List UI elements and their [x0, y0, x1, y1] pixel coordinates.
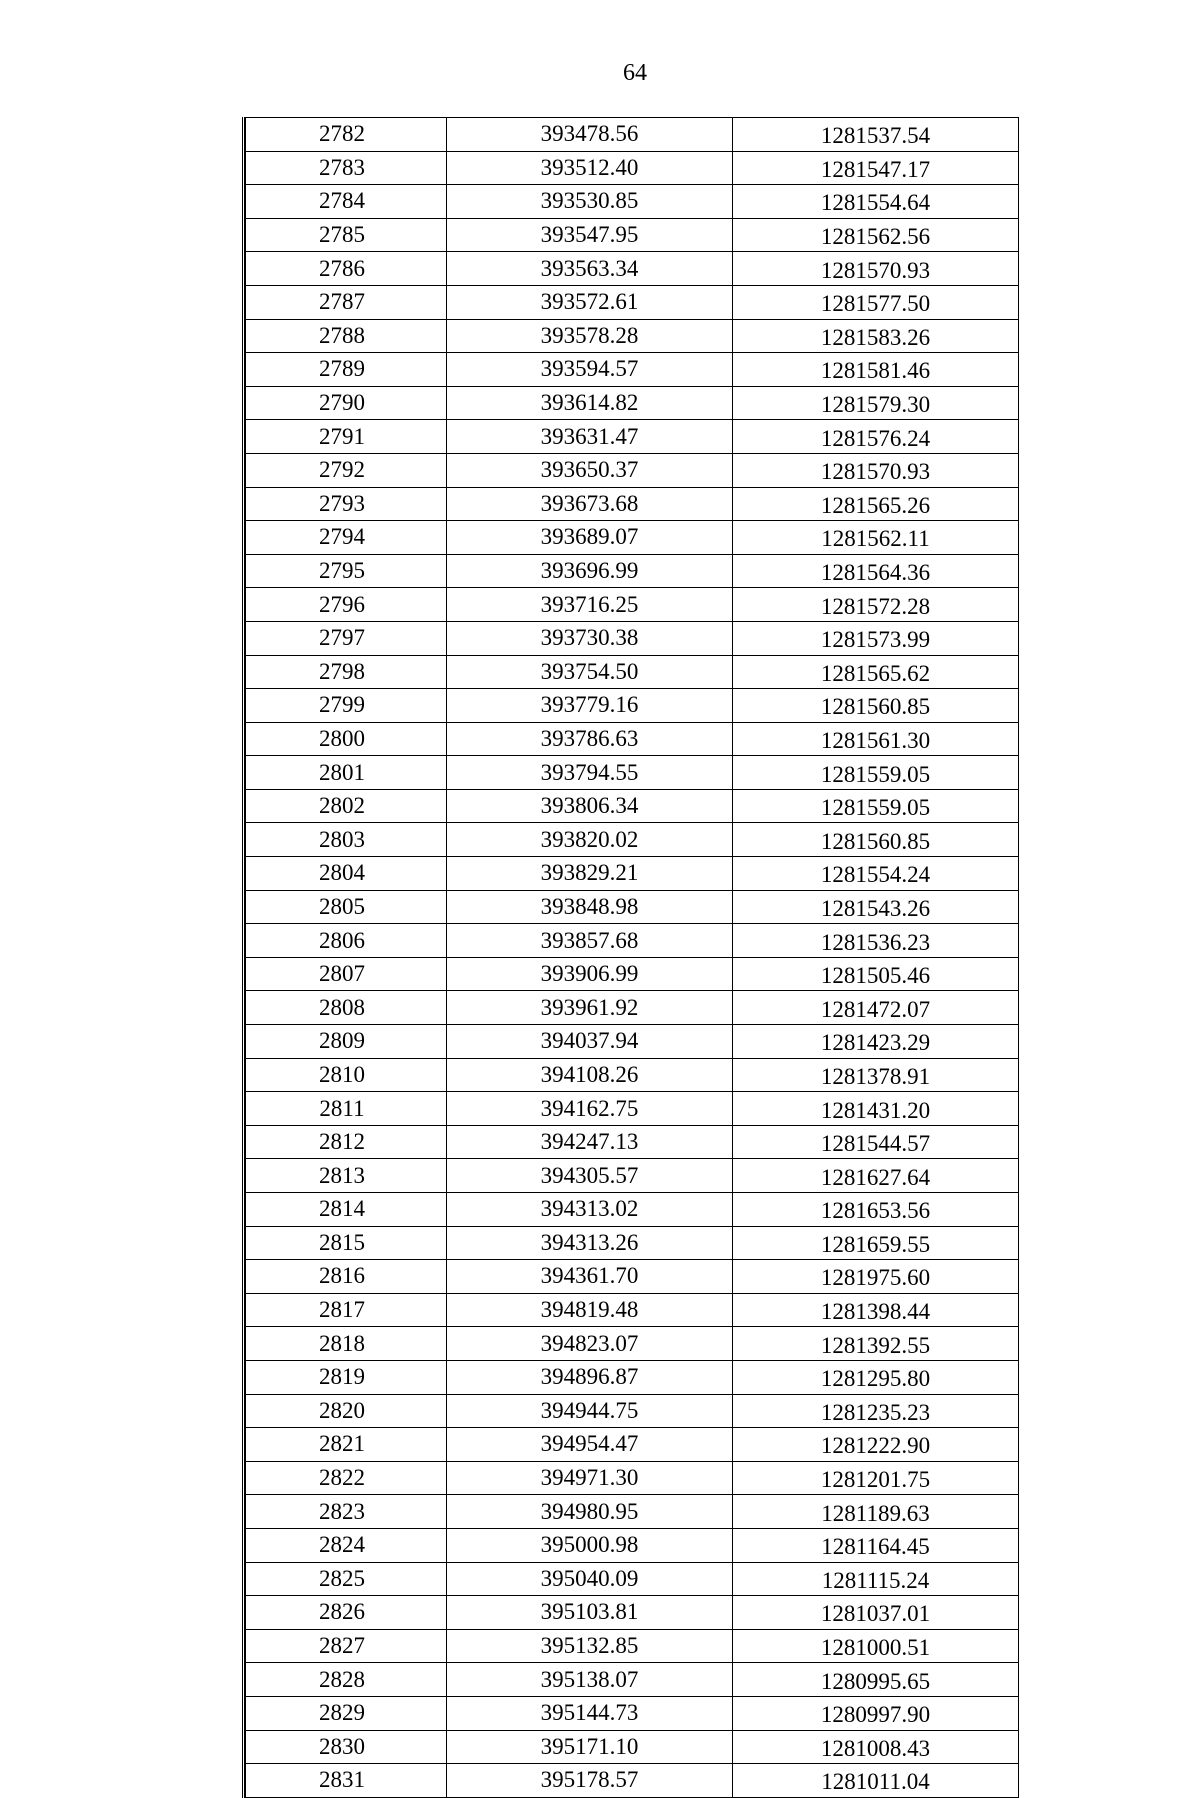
y-coordinate-cell: 1281565.62 [733, 655, 1019, 689]
point-number-cell: 2788 [246, 319, 447, 353]
point-number-cell: 2798 [246, 655, 447, 689]
x-coordinate-cell: 393547.95 [447, 218, 733, 252]
x-coordinate-cell: 393961.92 [447, 991, 733, 1025]
x-coordinate-cell: 393806.34 [447, 789, 733, 823]
point-number-cell: 2796 [246, 588, 447, 622]
point-number-cell: 2787 [246, 285, 447, 319]
table-row [246, 118, 1019, 152]
table-row [246, 1025, 1019, 1059]
point-number-cell: 2800 [246, 722, 447, 756]
table-row [246, 386, 1019, 420]
table-row [246, 487, 1019, 521]
point-number-cell: 2808 [246, 991, 447, 1025]
table-row [246, 1360, 1019, 1394]
point-number-cell: 2784 [246, 185, 447, 219]
y-coordinate-cell: 1281472.07 [733, 991, 1019, 1025]
y-coordinate-cell: 1281653.56 [733, 1193, 1019, 1227]
y-coordinate-cell: 1281537.54 [733, 118, 1019, 152]
y-coordinate-cell: 1281295.80 [733, 1360, 1019, 1394]
table-row [246, 1058, 1019, 1092]
point-number-cell: 2810 [246, 1058, 447, 1092]
y-coordinate-cell: 1281398.44 [733, 1293, 1019, 1327]
table-row [246, 1193, 1019, 1227]
y-coordinate-cell: 1281235.23 [733, 1394, 1019, 1428]
table-row [246, 991, 1019, 1025]
y-coordinate-cell: 1281201.75 [733, 1461, 1019, 1495]
y-coordinate-cell: 1281011.04 [733, 1764, 1019, 1798]
y-coordinate-cell: 1281115.24 [733, 1562, 1019, 1596]
table-row [246, 957, 1019, 991]
point-number-cell: 2827 [246, 1629, 447, 1663]
y-coordinate-cell: 1281037.01 [733, 1596, 1019, 1630]
y-coordinate-cell: 1281378.91 [733, 1058, 1019, 1092]
y-coordinate-cell: 1281561.30 [733, 722, 1019, 756]
x-coordinate-cell: 395144.73 [447, 1696, 733, 1730]
table-row [246, 1495, 1019, 1529]
x-coordinate-cell: 393572.61 [447, 285, 733, 319]
y-coordinate-cell: 1281559.05 [733, 756, 1019, 790]
coordinates-table-body [246, 118, 1019, 1798]
point-number-cell: 2825 [246, 1562, 447, 1596]
y-coordinate-cell: 1281576.24 [733, 420, 1019, 454]
x-coordinate-cell: 394896.87 [447, 1360, 733, 1394]
y-coordinate-cell: 1281000.51 [733, 1629, 1019, 1663]
x-coordinate-cell: 393848.98 [447, 890, 733, 924]
x-coordinate-cell: 393906.99 [447, 957, 733, 991]
page-number: 64 [623, 60, 647, 86]
point-number-cell: 2786 [246, 252, 447, 286]
table-row [246, 588, 1019, 622]
point-number-cell: 2820 [246, 1394, 447, 1428]
table-row [246, 756, 1019, 790]
y-coordinate-cell: 1281554.24 [733, 857, 1019, 891]
point-number-cell: 2793 [246, 487, 447, 521]
y-coordinate-cell: 1281565.26 [733, 487, 1019, 521]
x-coordinate-cell: 395103.81 [447, 1596, 733, 1630]
x-coordinate-cell: 394944.75 [447, 1394, 733, 1428]
x-coordinate-cell: 393614.82 [447, 386, 733, 420]
point-number-cell: 2803 [246, 823, 447, 857]
x-coordinate-cell: 395178.57 [447, 1764, 733, 1798]
point-number-cell: 2789 [246, 353, 447, 387]
point-number-cell: 2828 [246, 1663, 447, 1697]
point-number-cell: 2799 [246, 689, 447, 723]
table-row [246, 689, 1019, 723]
x-coordinate-cell: 395000.98 [447, 1528, 733, 1562]
y-coordinate-cell: 1281573.99 [733, 621, 1019, 655]
point-number-cell: 2830 [246, 1730, 447, 1764]
point-number-cell: 2792 [246, 453, 447, 487]
table-row [246, 185, 1019, 219]
y-coordinate-cell: 1281559.05 [733, 789, 1019, 823]
y-coordinate-cell: 1281431.20 [733, 1092, 1019, 1126]
point-number-cell: 2807 [246, 957, 447, 991]
x-coordinate-cell: 395171.10 [447, 1730, 733, 1764]
y-coordinate-cell: 1281975.60 [733, 1260, 1019, 1294]
table-row [246, 924, 1019, 958]
x-coordinate-cell: 394037.94 [447, 1025, 733, 1059]
table-row [246, 857, 1019, 891]
y-coordinate-cell: 1281544.57 [733, 1125, 1019, 1159]
x-coordinate-cell: 394108.26 [447, 1058, 733, 1092]
x-coordinate-cell: 394954.47 [447, 1428, 733, 1462]
table-row [246, 1696, 1019, 1730]
point-number-cell: 2801 [246, 756, 447, 790]
table-row [246, 554, 1019, 588]
x-coordinate-cell: 394361.70 [447, 1260, 733, 1294]
y-coordinate-cell: 1281581.46 [733, 353, 1019, 387]
x-coordinate-cell: 393530.85 [447, 185, 733, 219]
table-row [246, 1394, 1019, 1428]
y-coordinate-cell: 1281560.85 [733, 823, 1019, 857]
x-coordinate-cell: 393594.57 [447, 353, 733, 387]
x-coordinate-cell: 393716.25 [447, 588, 733, 622]
point-number-cell: 2794 [246, 521, 447, 555]
y-coordinate-cell: 1281547.17 [733, 151, 1019, 185]
point-number-cell: 2806 [246, 924, 447, 958]
y-coordinate-cell: 1281564.36 [733, 554, 1019, 588]
y-coordinate-cell: 1280995.65 [733, 1663, 1019, 1697]
x-coordinate-cell: 394823.07 [447, 1327, 733, 1361]
table-row [246, 453, 1019, 487]
x-coordinate-cell: 394313.26 [447, 1226, 733, 1260]
x-coordinate-cell: 394162.75 [447, 1092, 733, 1126]
x-coordinate-cell: 393730.38 [447, 621, 733, 655]
point-number-cell: 2811 [246, 1092, 447, 1126]
y-coordinate-cell: 1281222.90 [733, 1428, 1019, 1462]
table-row [246, 890, 1019, 924]
y-coordinate-cell: 1281659.55 [733, 1226, 1019, 1260]
x-coordinate-cell: 393754.50 [447, 655, 733, 689]
x-coordinate-cell: 394305.57 [447, 1159, 733, 1193]
point-number-cell: 2826 [246, 1596, 447, 1630]
table-row [246, 521, 1019, 555]
y-coordinate-cell: 1281543.26 [733, 890, 1019, 924]
table-row [246, 1159, 1019, 1193]
x-coordinate-cell: 393478.56 [447, 118, 733, 152]
point-number-cell: 2822 [246, 1461, 447, 1495]
point-number-cell: 2805 [246, 890, 447, 924]
y-coordinate-cell: 1281562.11 [733, 521, 1019, 555]
table-row [246, 1125, 1019, 1159]
point-number-cell: 2815 [246, 1226, 447, 1260]
y-coordinate-cell: 1281189.63 [733, 1495, 1019, 1529]
y-coordinate-cell: 1281164.45 [733, 1528, 1019, 1562]
table-row [246, 789, 1019, 823]
x-coordinate-cell: 395040.09 [447, 1562, 733, 1596]
point-number-cell: 2804 [246, 857, 447, 891]
point-number-cell: 2785 [246, 218, 447, 252]
table-row [246, 1764, 1019, 1798]
y-coordinate-cell: 1281008.43 [733, 1730, 1019, 1764]
point-number-cell: 2790 [246, 386, 447, 420]
x-coordinate-cell: 393696.99 [447, 554, 733, 588]
x-coordinate-cell: 394819.48 [447, 1293, 733, 1327]
x-coordinate-cell: 395132.85 [447, 1629, 733, 1663]
y-coordinate-cell: 1281392.55 [733, 1327, 1019, 1361]
table-row [246, 1092, 1019, 1126]
x-coordinate-cell: 393512.40 [447, 151, 733, 185]
point-number-cell: 2824 [246, 1528, 447, 1562]
table-row [246, 218, 1019, 252]
x-coordinate-cell: 393779.16 [447, 689, 733, 723]
x-coordinate-cell: 393650.37 [447, 453, 733, 487]
point-number-cell: 2823 [246, 1495, 447, 1529]
x-coordinate-cell: 393689.07 [447, 521, 733, 555]
point-number-cell: 2831 [246, 1764, 447, 1798]
point-number-cell: 2812 [246, 1125, 447, 1159]
table-row [246, 1730, 1019, 1764]
y-coordinate-cell: 1281572.28 [733, 588, 1019, 622]
table-row [246, 1596, 1019, 1630]
point-number-cell: 2791 [246, 420, 447, 454]
table-row [246, 1293, 1019, 1327]
point-number-cell: 2802 [246, 789, 447, 823]
x-coordinate-cell: 393829.21 [447, 857, 733, 891]
point-number-cell: 2829 [246, 1696, 447, 1730]
y-coordinate-cell: 1281554.64 [733, 185, 1019, 219]
x-coordinate-cell: 394247.13 [447, 1125, 733, 1159]
y-coordinate-cell: 1281423.29 [733, 1025, 1019, 1059]
x-coordinate-cell: 393794.55 [447, 756, 733, 790]
x-coordinate-cell: 393786.63 [447, 722, 733, 756]
point-number-cell: 2817 [246, 1293, 447, 1327]
point-number-cell: 2816 [246, 1260, 447, 1294]
table-row [246, 285, 1019, 319]
y-coordinate-cell: 1281570.93 [733, 453, 1019, 487]
y-coordinate-cell: 1281579.30 [733, 386, 1019, 420]
point-number-cell: 2795 [246, 554, 447, 588]
table-row [246, 722, 1019, 756]
point-number-cell: 2821 [246, 1428, 447, 1462]
x-coordinate-cell: 394313.02 [447, 1193, 733, 1227]
point-number-cell: 2783 [246, 151, 447, 185]
table-row [246, 1327, 1019, 1361]
y-coordinate-cell: 1281583.26 [733, 319, 1019, 353]
table-row [246, 1226, 1019, 1260]
y-coordinate-cell: 1281560.85 [733, 689, 1019, 723]
table-row [246, 1260, 1019, 1294]
point-number-cell: 2797 [246, 621, 447, 655]
table-row [246, 1461, 1019, 1495]
point-number-cell: 2818 [246, 1327, 447, 1361]
y-coordinate-cell: 1280997.90 [733, 1696, 1019, 1730]
y-coordinate-cell: 1281627.64 [733, 1159, 1019, 1193]
x-coordinate-cell: 393857.68 [447, 924, 733, 958]
table-row [246, 1562, 1019, 1596]
point-number-cell: 2782 [246, 118, 447, 152]
x-coordinate-cell: 393673.68 [447, 487, 733, 521]
point-number-cell: 2809 [246, 1025, 447, 1059]
table-row [246, 1629, 1019, 1663]
table-row [246, 1663, 1019, 1697]
table-row [246, 655, 1019, 689]
x-coordinate-cell: 393578.28 [447, 319, 733, 353]
y-coordinate-cell: 1281570.93 [733, 252, 1019, 286]
y-coordinate-cell: 1281562.56 [733, 218, 1019, 252]
x-coordinate-cell: 393820.02 [447, 823, 733, 857]
table-row [246, 319, 1019, 353]
x-coordinate-cell: 393563.34 [447, 252, 733, 286]
point-number-cell: 2814 [246, 1193, 447, 1227]
point-number-cell: 2813 [246, 1159, 447, 1193]
y-coordinate-cell: 1281536.23 [733, 924, 1019, 958]
point-number-cell: 2819 [246, 1360, 447, 1394]
coordinates-table [245, 117, 1019, 1798]
table-row [246, 1528, 1019, 1562]
x-coordinate-cell: 394971.30 [447, 1461, 733, 1495]
x-coordinate-cell: 394980.95 [447, 1495, 733, 1529]
table-row [246, 1428, 1019, 1462]
x-coordinate-cell: 395138.07 [447, 1663, 733, 1697]
table-row [246, 621, 1019, 655]
table-row [246, 353, 1019, 387]
x-coordinate-cell: 393631.47 [447, 420, 733, 454]
y-coordinate-cell: 1281577.50 [733, 285, 1019, 319]
table-row [246, 151, 1019, 185]
y-coordinate-cell: 1281505.46 [733, 957, 1019, 991]
table-row [246, 252, 1019, 286]
coordinates-table-container [242, 117, 1021, 1798]
table-row [246, 823, 1019, 857]
table-row [246, 420, 1019, 454]
